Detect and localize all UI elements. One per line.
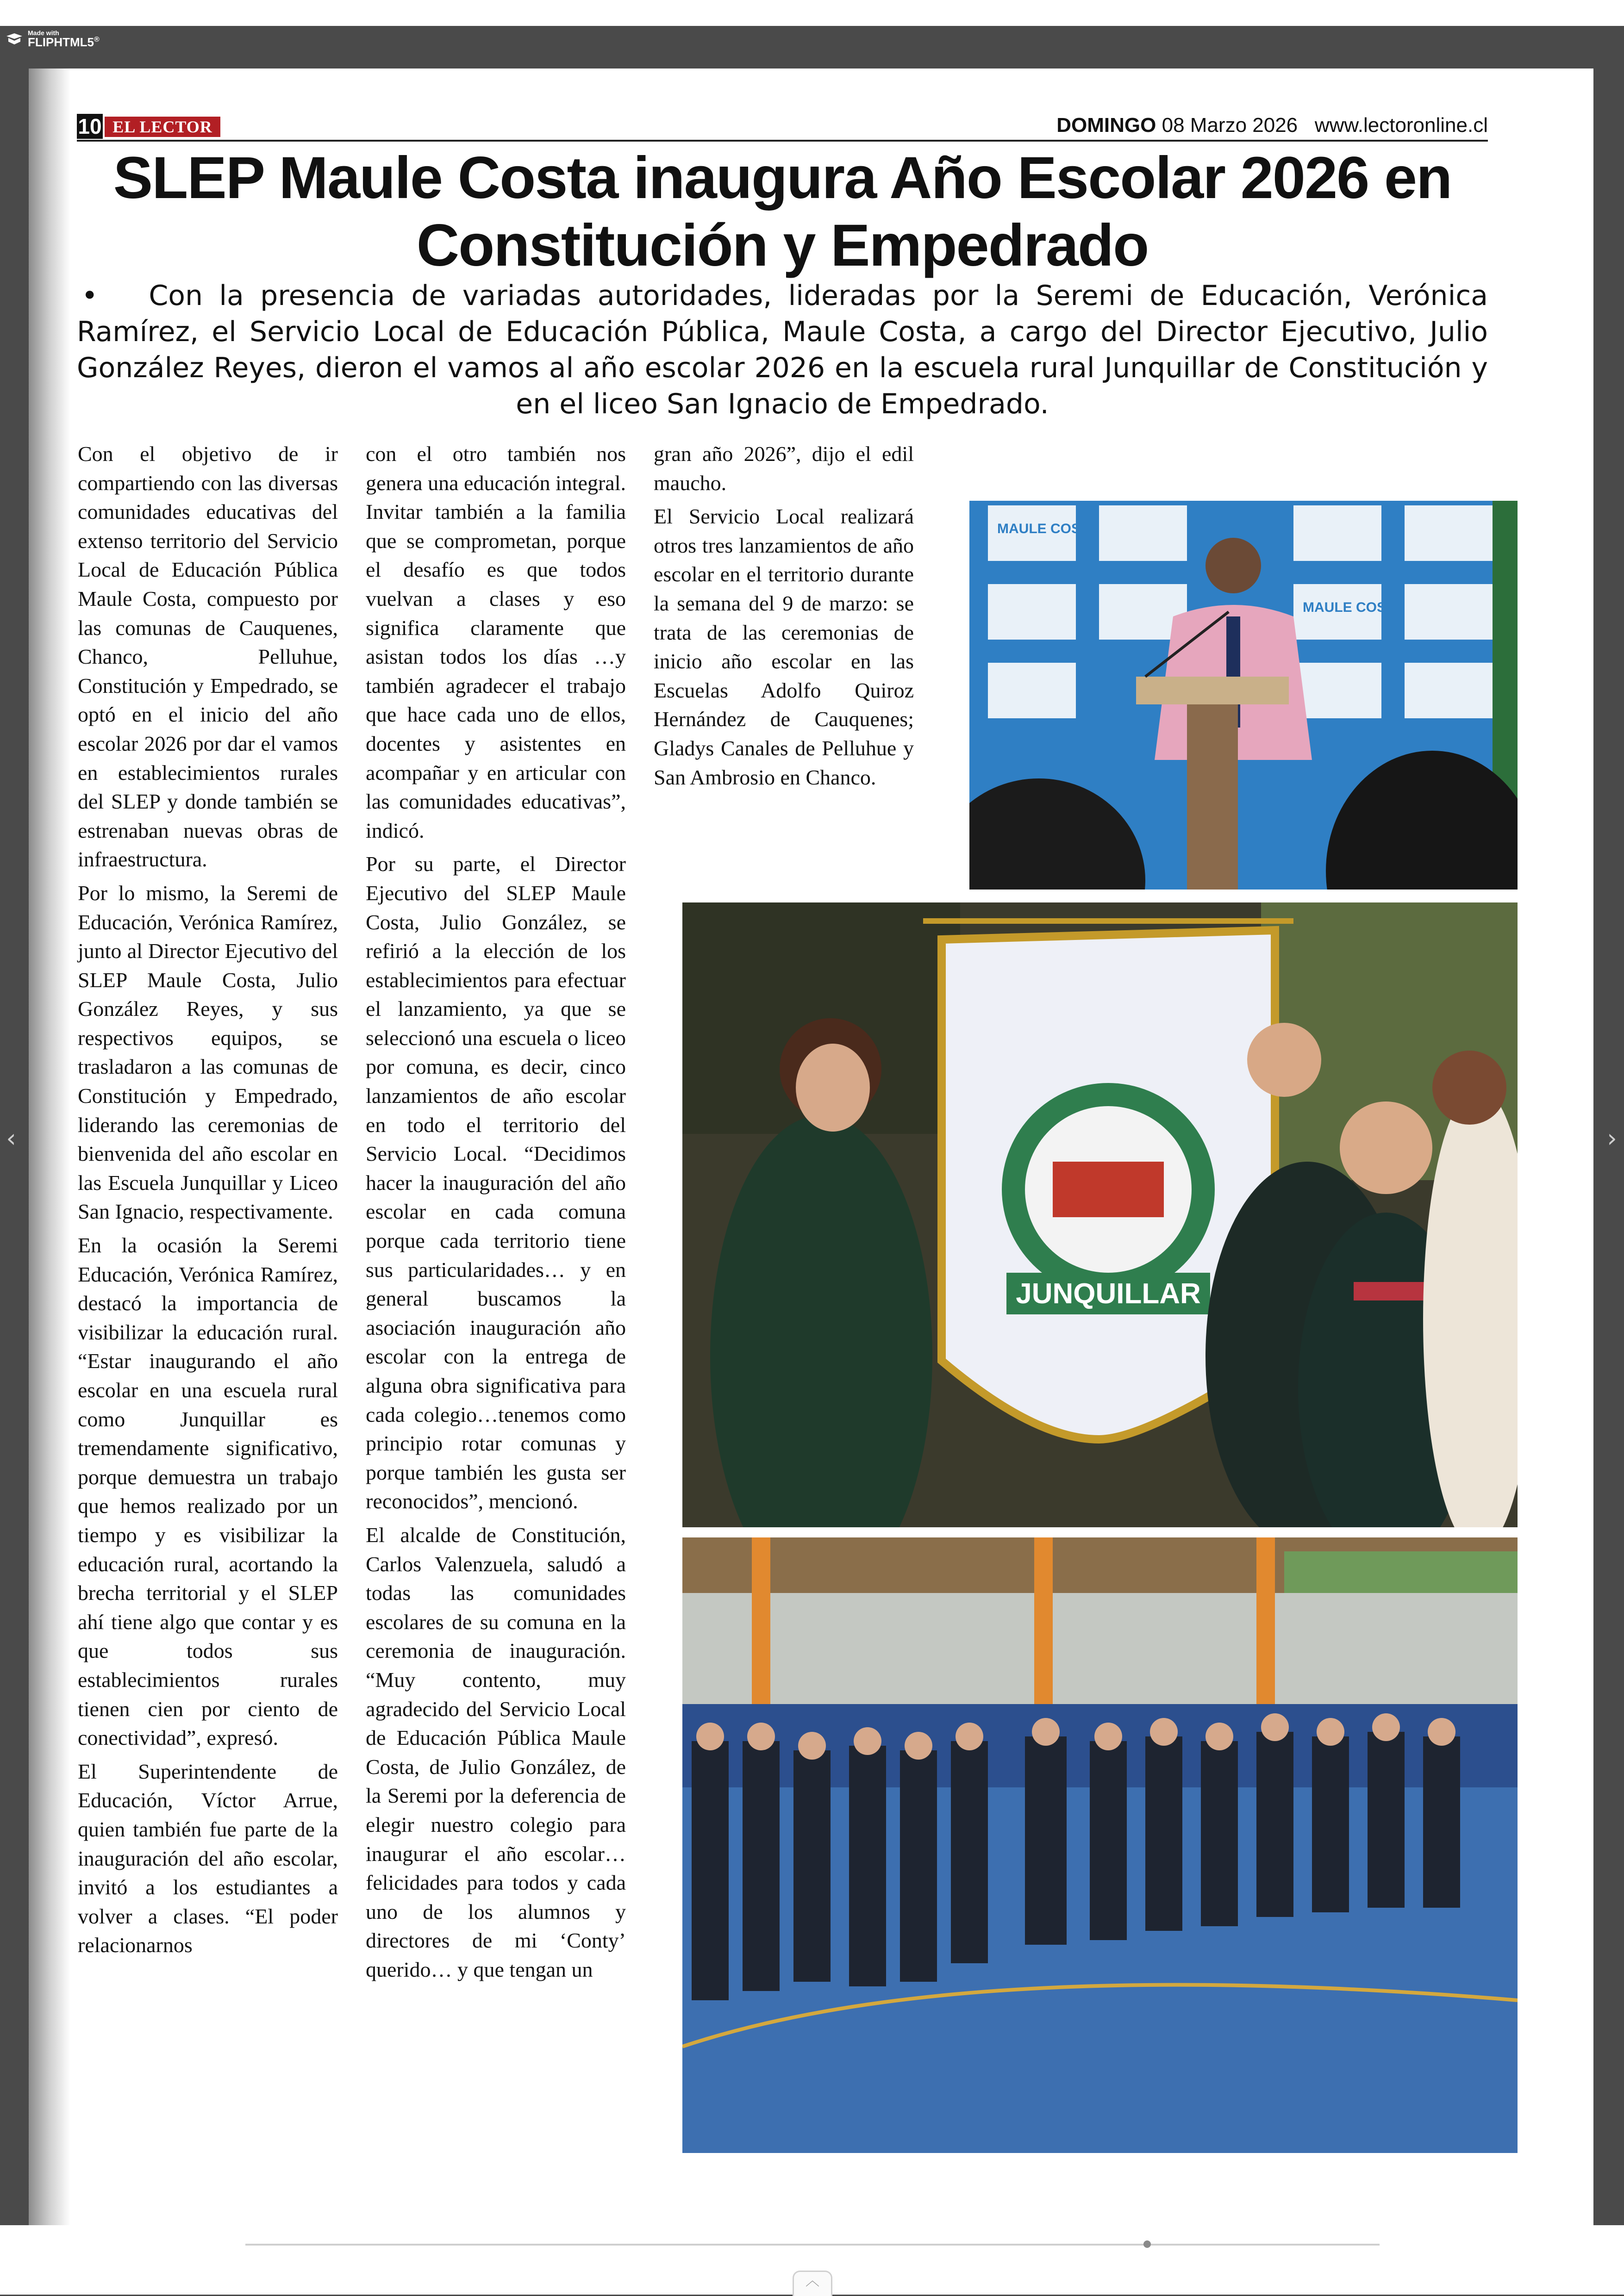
paragraph: Por su parte, el Director Ejecutivo del SLEP Maule Costa, Julio González, se refirió a la elección de los establecimientos para efectuar el lanzamiento, ya que se seleccionó una escuela o liceo por comuna, es decir, cinco lanzamientos de año escolar en todo el territorio del Servicio Local. “Decidimos hacer la inauguración del año escolar en cada comuna porque cada territorio tiene sus particularidades… y en general buscamos la asociación inauguración año escolar con la entrega de alguna obra significativa para cada colegio…tenemos como principio rotar comunas y porque también les gusta ser reconocidos”, mencionó. <box>366 852 626 1513</box>
article-title <box>77 144 1488 280</box>
photo-speaker-podium <box>969 501 1518 890</box>
fliphtml5-brand[interactable] <box>6 30 100 48</box>
page-slider-track[interactable] <box>245 2244 1380 2246</box>
paragraph: con el otro también nos genera una educación integral. Invitar también a la familia que se comprometan, porque el desafío es que todos vuelvan a clases y eso significa claramente que asistan todos los días …y también agradecer el trabajo que hace cada uno de ellos, docentes y asistentes en acompañar y en articular con las comunidades educativas”, indicó. <box>366 442 626 842</box>
header-day: DOMINGO <box>1056 114 1156 137</box>
next-page-arrow[interactable]: › <box>1607 1124 1617 1153</box>
paragraph: En la ocasión la Seremi Educación, Verónica Ramírez, destacó la importancia de visibilizar la educación rural. “Estar inaugurando el año escolar en una escuela rural como Junquillar es tremendamente significativo, porque demuestra un trabajo que hemos realizado por un tiempo y es visibilizar la educación rural, acortando la brecha territorial y el SLEP ahí tiene algo que contar y es que todos sus establecimientos rurales tienen cien por ciento de conectividad”, expresó. <box>78 1233 338 1750</box>
page-header <box>77 111 1488 142</box>
article-lead <box>77 278 1488 422</box>
header-date: 08 Marzo 2026 <box>1162 114 1298 137</box>
paragraph: El Superintendente de Educación, Víctor Arrue, quien también fue parte de la inauguración del año escolar, invitó a los estudiantes a volver a clases. “El poder relacionarnos <box>78 1759 338 1957</box>
paper-logo: EL LECTOR <box>105 117 220 137</box>
brand-small: Made with <box>28 29 59 37</box>
title-line-1: SLEP Maule Costa inaugura Año Escolar 2026 en <box>113 145 1452 211</box>
collapse-toolbar-tab[interactable]: ︿ <box>793 2271 832 2296</box>
paragraph: gran año 2026”, dijo el edil maucho. <box>654 442 914 495</box>
brand-mark: ® <box>94 36 100 44</box>
banner-label: JUNQUILLAR <box>1016 1278 1201 1310</box>
title-line-2: Constitución y Empedrado <box>416 212 1149 279</box>
article-column-2 <box>366 440 626 1989</box>
photo-school-assembly <box>682 1537 1518 2153</box>
backdrop-label: MAULE COSTA <box>997 521 1098 536</box>
viewer-top-bar <box>0 0 1624 26</box>
article-column-1 <box>78 440 338 1965</box>
paragraph: El Servicio Local realizará otros tres lanzamientos de año escolar en el territorio durante la semana del 9 de marzo: se trata de las ceremonias de inicio año escolar en las Escuelas Adolfo Quiroz Hernández de Cauquenes; Gladys Canales de Pelluhue y San Ambrosio en Chanco. <box>654 504 914 789</box>
header-website: www.lectoronline.cl <box>1314 114 1488 137</box>
lead-bullet: • <box>81 280 98 312</box>
lead-text: Con la presencia de variadas autoridades, lideradas por la Seremi de Educación, Verónica Ramírez, el Servicio Local de Educación Pública, Maule Costa, a cargo del Director Ejecutivo, Julio González Reyes, dieron el vamos al año escolar 2026 en la escuela rural Junquillar de Constitución y en el liceo San Ignacio de Empedrado. <box>77 280 1488 420</box>
prev-page-arrow[interactable]: ‹ <box>6 1124 16 1153</box>
brand-big: FLIPHTML5 <box>28 35 94 49</box>
page-spine-shadow <box>29 68 70 2225</box>
backdrop-label: MAULE COSTA <box>1303 600 1404 615</box>
book-icon <box>6 32 23 46</box>
paragraph: Por lo mismo, la Seremi de Educación, Verónica Ramírez, junto al Director Ejecutivo del SLEP Maule Costa, Julio González Reyes, y sus respectivos equipos, se trasladaron a las comunas de Constitución y Empedrado, liderando las ceremonias de bienvenida del año escolar en las Escuela Junquillar y Liceo San Ignacio, respectivamente. <box>78 881 338 1224</box>
header-date-line <box>1056 111 1488 140</box>
paragraph: Con el objetivo de ir compartiendo con las diversas comunidades educativas del extenso territorio del Servicio Local de Educación Pública Maule Costa, compuesto por las comunas de Cauquenes, Chanco, Pelluhue, Constitución y Empedrado, se optó en el inicio del año escolar 2026 por dar el vamos en establecimientos rurales del SLEP y donde también se estrenaban nuevas obras de infraestructura. <box>78 442 338 871</box>
page-number: 10 <box>77 114 103 139</box>
paragraph: El alcalde de Constitución, Carlos Valenzuela, saludó a todas las comunidades escolares de su comuna en la ceremonia de inauguración. “Muy contento, muy agradecido del Servicio Local de Educación Pública Maule Costa, de Julio González, de la Seremi por la deferencia de elegir nuestro colegio para inaugurar el año escolar… felicidades para todos y cada uno de los alumnos y directores de mi ‘Conty’ querido… y que tengan un <box>366 1523 626 1981</box>
article-column-3 <box>654 440 914 796</box>
photo-students-banner <box>682 902 1518 1527</box>
page-slider-handle[interactable] <box>1143 2240 1151 2248</box>
